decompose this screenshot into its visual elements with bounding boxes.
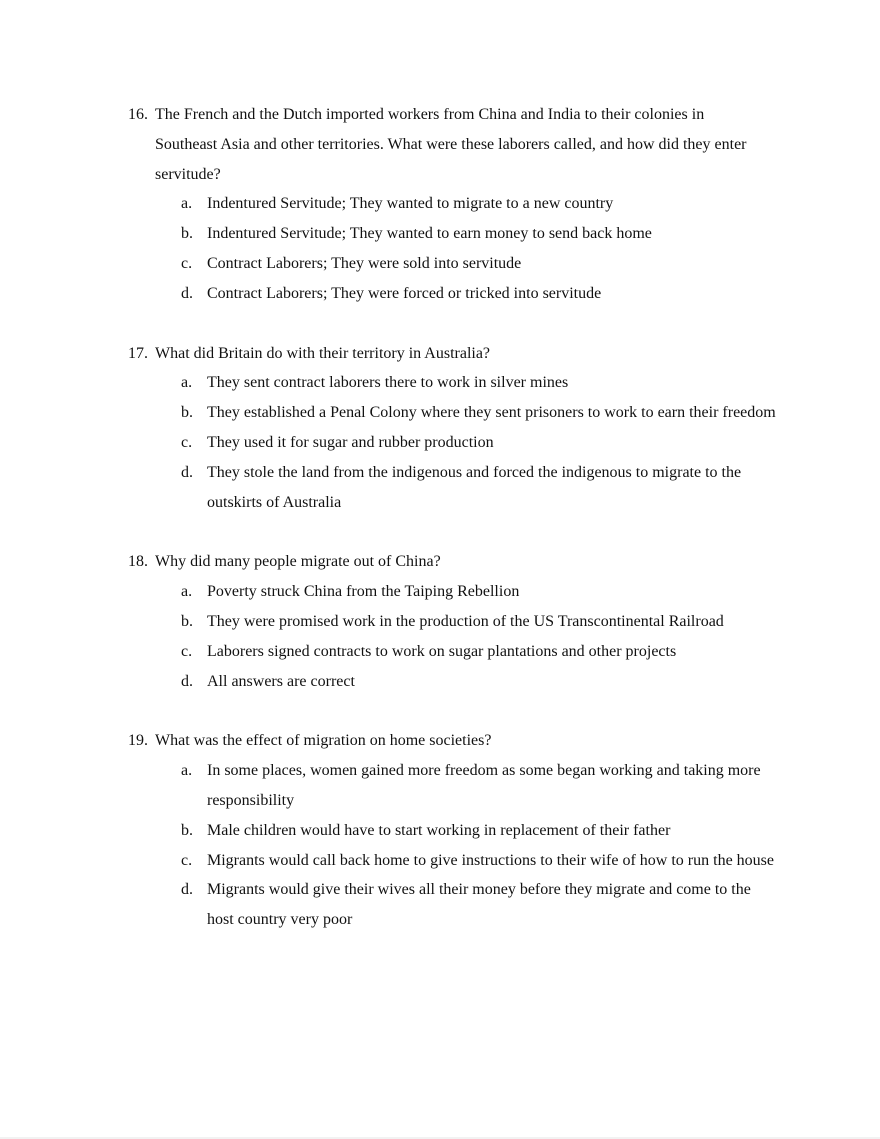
option-letter: c.	[181, 433, 193, 451]
question-number: 18.	[128, 553, 148, 571]
option-text: Migrants would give their wives all their money before they migrate and come to the host country very poor	[207, 881, 751, 929]
option-letter: a.	[181, 583, 193, 601]
option-letter: c.	[181, 642, 193, 660]
question-text: What did Britain do with their territory in Australia?	[155, 344, 491, 362]
option-letter: c.	[181, 851, 193, 869]
option-letter: b.	[181, 612, 193, 630]
option-letter: a.	[181, 762, 193, 780]
answer-option-d	[0, 667, 777, 697]
option-text: In some places, women gained more freedom as some began working and taking more responsibility	[207, 762, 761, 809]
question-text: Why did many people migrate out of China?	[155, 553, 441, 571]
option-letter: a.	[181, 374, 193, 392]
question-number: 17.	[128, 344, 148, 362]
question-number: 19.	[128, 732, 148, 750]
answer-option-b	[0, 607, 777, 637]
answer-option-c	[0, 428, 777, 458]
answer-option-b	[0, 816, 777, 846]
answer-option-a	[0, 368, 777, 398]
option-letter: a.	[181, 195, 193, 213]
option-text: They were promised work in the production of the US Transcontinental Railroad	[207, 612, 724, 630]
answer-option-d	[0, 279, 777, 309]
answer-options	[0, 756, 880, 935]
answer-options	[0, 189, 880, 308]
option-text: They established a Penal Colony where they sent prisoners to work to earn their freedom	[207, 404, 776, 422]
answer-option-a	[0, 189, 777, 219]
answer-option-b	[0, 398, 777, 428]
question-stem	[0, 726, 755, 756]
answer-option-c	[0, 249, 777, 279]
answer-options	[0, 368, 880, 517]
option-text: Male children would have to start working in replacement of their father	[207, 821, 671, 839]
option-letter: c.	[181, 254, 193, 272]
answer-options	[0, 577, 880, 696]
option-text: All answers are correct	[207, 672, 355, 690]
question-17	[0, 339, 880, 518]
question-text: What was the effect of migration on home societies?	[155, 732, 492, 750]
answer-option-a	[0, 756, 777, 816]
question-text: The French and the Dutch imported workers from China and India to their colonies in Southeast Asia and other territories. What were these laborers called, and how did they enter servitude?	[155, 106, 747, 183]
answer-option-c	[0, 637, 777, 667]
option-text: They sent contract laborers there to work in silver mines	[207, 374, 569, 392]
answer-option-b	[0, 219, 777, 249]
option-text: Migrants would call back home to give instructions to their wife of how to run the house	[207, 851, 774, 869]
question-stem	[0, 547, 755, 577]
question-list	[0, 100, 880, 965]
option-letter: b.	[181, 225, 193, 243]
option-letter: d.	[181, 881, 193, 899]
option-text: Contract Laborers; They were forced or tricked into servitude	[207, 284, 602, 302]
option-text: Indentured Servitude; They wanted to earn money to send back home	[207, 225, 652, 243]
answer-option-c	[0, 846, 777, 876]
option-text: Laborers signed contracts to work on sugar plantations and other projects	[207, 642, 677, 660]
option-letter: d.	[181, 463, 193, 481]
option-text: Contract Laborers; They were sold into servitude	[207, 254, 522, 272]
answer-option-d	[0, 875, 777, 935]
answer-option-a	[0, 577, 777, 607]
question-number: 16.	[128, 106, 148, 123]
option-text: Poverty struck China from the Taiping Rebellion	[207, 583, 520, 601]
option-letter: b.	[181, 404, 193, 422]
question-18	[0, 547, 880, 696]
option-letter: d.	[181, 284, 193, 302]
question-stem	[0, 339, 755, 369]
option-text: They stole the land from the indigenous and forced the indigenous to migrate to the outskirts of Australia	[207, 463, 742, 511]
option-text: They used it for sugar and rubber production	[207, 433, 494, 451]
option-letter: d.	[181, 672, 193, 690]
option-letter: b.	[181, 821, 193, 839]
answer-option-d	[0, 458, 777, 518]
question-19	[0, 726, 880, 935]
option-text: Indentured Servitude; They wanted to migrate to a new country	[207, 195, 614, 213]
question-16	[0, 100, 880, 309]
question-stem	[0, 100, 755, 189]
